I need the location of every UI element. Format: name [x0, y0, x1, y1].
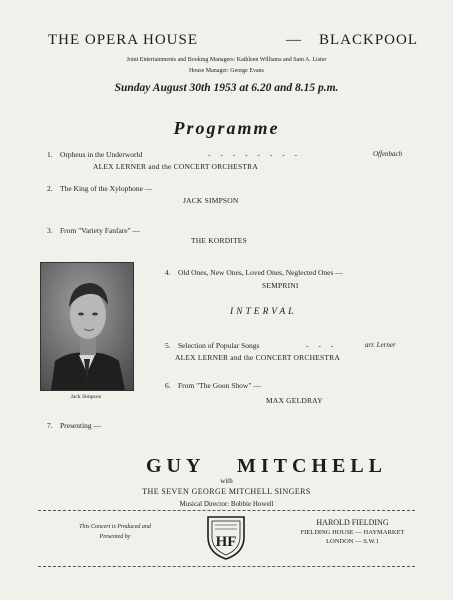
item-5-dashes: - - - — [306, 341, 338, 350]
item-5-performer: ALEX LERNER and the CONCERT ORCHESTRA — [175, 353, 340, 362]
impresario-name: HAROLD FIELDING — [316, 518, 389, 527]
footer-top-divider — [38, 510, 415, 511]
with-label: with — [220, 477, 233, 485]
venue-city: BLACKPOOL — [318, 32, 418, 48]
item-3-title: From "Variety Fanfare" — — [60, 226, 141, 235]
item-5-composer: arr. Lerner — [365, 341, 396, 349]
venue-separator: — — [286, 32, 302, 48]
item-1-composer: Offenbach — [373, 150, 403, 158]
impresario-address-2: LONDON — S.W.1 — [326, 538, 379, 545]
item-4-title: Old Ones, New Ones, Loved Ones, Neglected Ones — — [178, 268, 343, 277]
item-3-number: 3. — [47, 226, 53, 235]
impresario-block — [290, 517, 415, 546]
item-5-title: Selection of Popular Songs — [178, 341, 260, 350]
item-1-performer: ALEX LERNER and the CONCERT ORCHESTRA — [93, 162, 258, 171]
item-1-title: Orpheus in the Underworld — [60, 150, 143, 159]
item-3-performer: THE KORDITES — [191, 236, 247, 245]
item-6-performer: MAX GELDRAY — [266, 396, 323, 405]
jack-simpson-portrait — [40, 262, 134, 391]
musical-director: Musical Director: Bobbie Howell — [179, 500, 274, 508]
harold-fielding-crest-icon — [204, 513, 248, 561]
producer-line-2: Presented by — [99, 534, 131, 540]
house-manager-line: House Manager: George Evans — [188, 68, 265, 74]
producer-note — [60, 522, 170, 542]
headliner-last-name: MITCHELL — [237, 455, 388, 477]
interval-heading: INTERVAL — [230, 307, 297, 317]
item-7-number: 7. — [47, 421, 53, 430]
managers-line: Joint Entertainments and Booking Managers: Kathleen Williams and Sam A. Lister — [126, 57, 327, 63]
item-1-number: 1. — [47, 150, 53, 159]
footer-bottom-divider — [38, 566, 415, 567]
producer-line-1: This Concert is Produced and — [79, 524, 151, 530]
programme-title: Programme — [173, 118, 280, 138]
date-line: Sunday August 30th 1953 at 6.20 and 8.15 p.m. — [114, 82, 339, 94]
item-4-number: 4. — [165, 268, 171, 277]
item-2-title: The King of the Xylophone — — [60, 184, 153, 193]
photo-caption: Jack Simpson — [70, 394, 102, 400]
item-2-performer: JACK SIMPSON — [183, 196, 239, 205]
item-6-number: 6. — [165, 381, 171, 390]
svg-text:HF: HF — [215, 534, 237, 550]
item-1-dashes: - - - - - - - - — [208, 150, 302, 159]
item-4-performer: SEMPRINI — [262, 281, 299, 290]
item-7-title: Presenting — — [60, 421, 102, 430]
supporting-act: THE SEVEN GEORGE MITCHELL SINGERS — [142, 487, 311, 496]
portrait-image — [41, 263, 133, 390]
venue-name: THE OPERA HOUSE — [48, 32, 199, 48]
item-6-title: From "The Goon Show" — — [178, 381, 261, 390]
impresario-address-1: FIELDING HOUSE — HAYMARKET — [300, 529, 405, 536]
headliner-first-name: GUY — [146, 455, 206, 477]
item-5-number: 5. — [165, 341, 171, 350]
item-2-number: 2. — [47, 184, 53, 193]
